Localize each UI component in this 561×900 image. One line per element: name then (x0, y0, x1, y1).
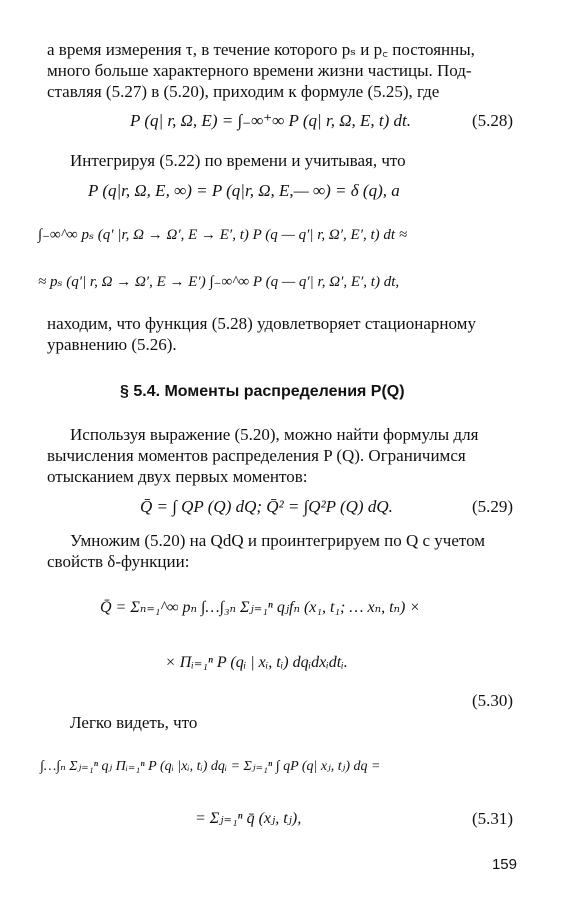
text-line: много больше характерного времени жизни частицы. Под- (47, 61, 472, 80)
text-line: Интегрируя (5.22) по времени и учитывая, что (70, 151, 406, 170)
equation-number: (5.30) (472, 691, 514, 710)
text-line: находим, что функция (5.28) удовлетворяет стационарному (47, 314, 476, 333)
equation-5-28: P (q| r, Ω, E) = ∫₋∞⁺∞ P (q| r, Ω, E, t) dt. (130, 111, 411, 130)
section-heading: § 5.4. Моменты распределения P(Q) (120, 383, 405, 400)
equation-5-31: = Σⱼ₌₁ⁿ q̄ (xⱼ, tⱼ), (195, 810, 302, 827)
equation-line: P (q|r, Ω, E, ∞) = P (q|r, Ω, E,— ∞) = δ (q), a (88, 181, 400, 200)
equation-line: ≈ pₛ (q′| r, Ω → Ω′, E → E′) ∫₋∞^∞ P (q — q′| r, Ω′, E′, t) dt, (38, 274, 400, 290)
equation-number: (5.28) (472, 111, 514, 130)
equation-line: ∫₋∞^∞ pₛ (q′ |r, Ω → Ω′, E → E′, t) P (q — q′| r, Ω′, E′, t) dt ≈ (38, 227, 408, 243)
page-number: 159 (491, 856, 517, 873)
equation-line: ∫…∫ₙ Σⱼ₌₁ⁿ qⱼ Πᵢ₌₁ⁿ P (qᵢ |xᵢ, tᵢ) dqᵢ = Σⱼ₌₁ⁿ ∫ qP (q| xⱼ, tⱼ) dq = (40, 759, 381, 774)
text-line: Умножим (5.20) на QdQ и проинтегрируем по Q с учетом (70, 531, 486, 550)
equation-number: (5.29) (472, 497, 514, 516)
text-line: ставляя (5.27) в (5.20), приходим к формуле (5.25), где (47, 82, 440, 101)
text-line: а время измерения τ, в течение которого pₛ и p꜀ постоянны, (47, 40, 475, 59)
text-line: Используя выражение (5.20), можно найти формулы для (70, 425, 479, 444)
text-line: свойств δ-функции: (47, 552, 190, 571)
text-line: отысканием двух первых моментов: (47, 467, 308, 486)
text-line: вычисления моментов распределения P (Q). Ограничимся (47, 446, 466, 465)
equation-line: × Πᵢ₌₁ⁿ P (qᵢ | xᵢ, tᵢ) dqᵢdxᵢdtᵢ. (165, 654, 348, 671)
text-line: уравнению (5.26). (47, 335, 177, 354)
equation-5-29: Q̄ = ∫ QP (Q) dQ; Q̄² = ∫Q²P (Q) dQ. (140, 497, 393, 516)
equation-line: Q̄ = Σₙ₌₁^∞ pₙ ∫…∫₃ₙ Σⱼ₌₁ⁿ qⱼfₙ (x₁, t₁; … xₙ, tₙ) × (100, 599, 421, 616)
text-line: Легко видеть, что (70, 713, 198, 732)
equation-number: (5.31) (472, 809, 514, 828)
